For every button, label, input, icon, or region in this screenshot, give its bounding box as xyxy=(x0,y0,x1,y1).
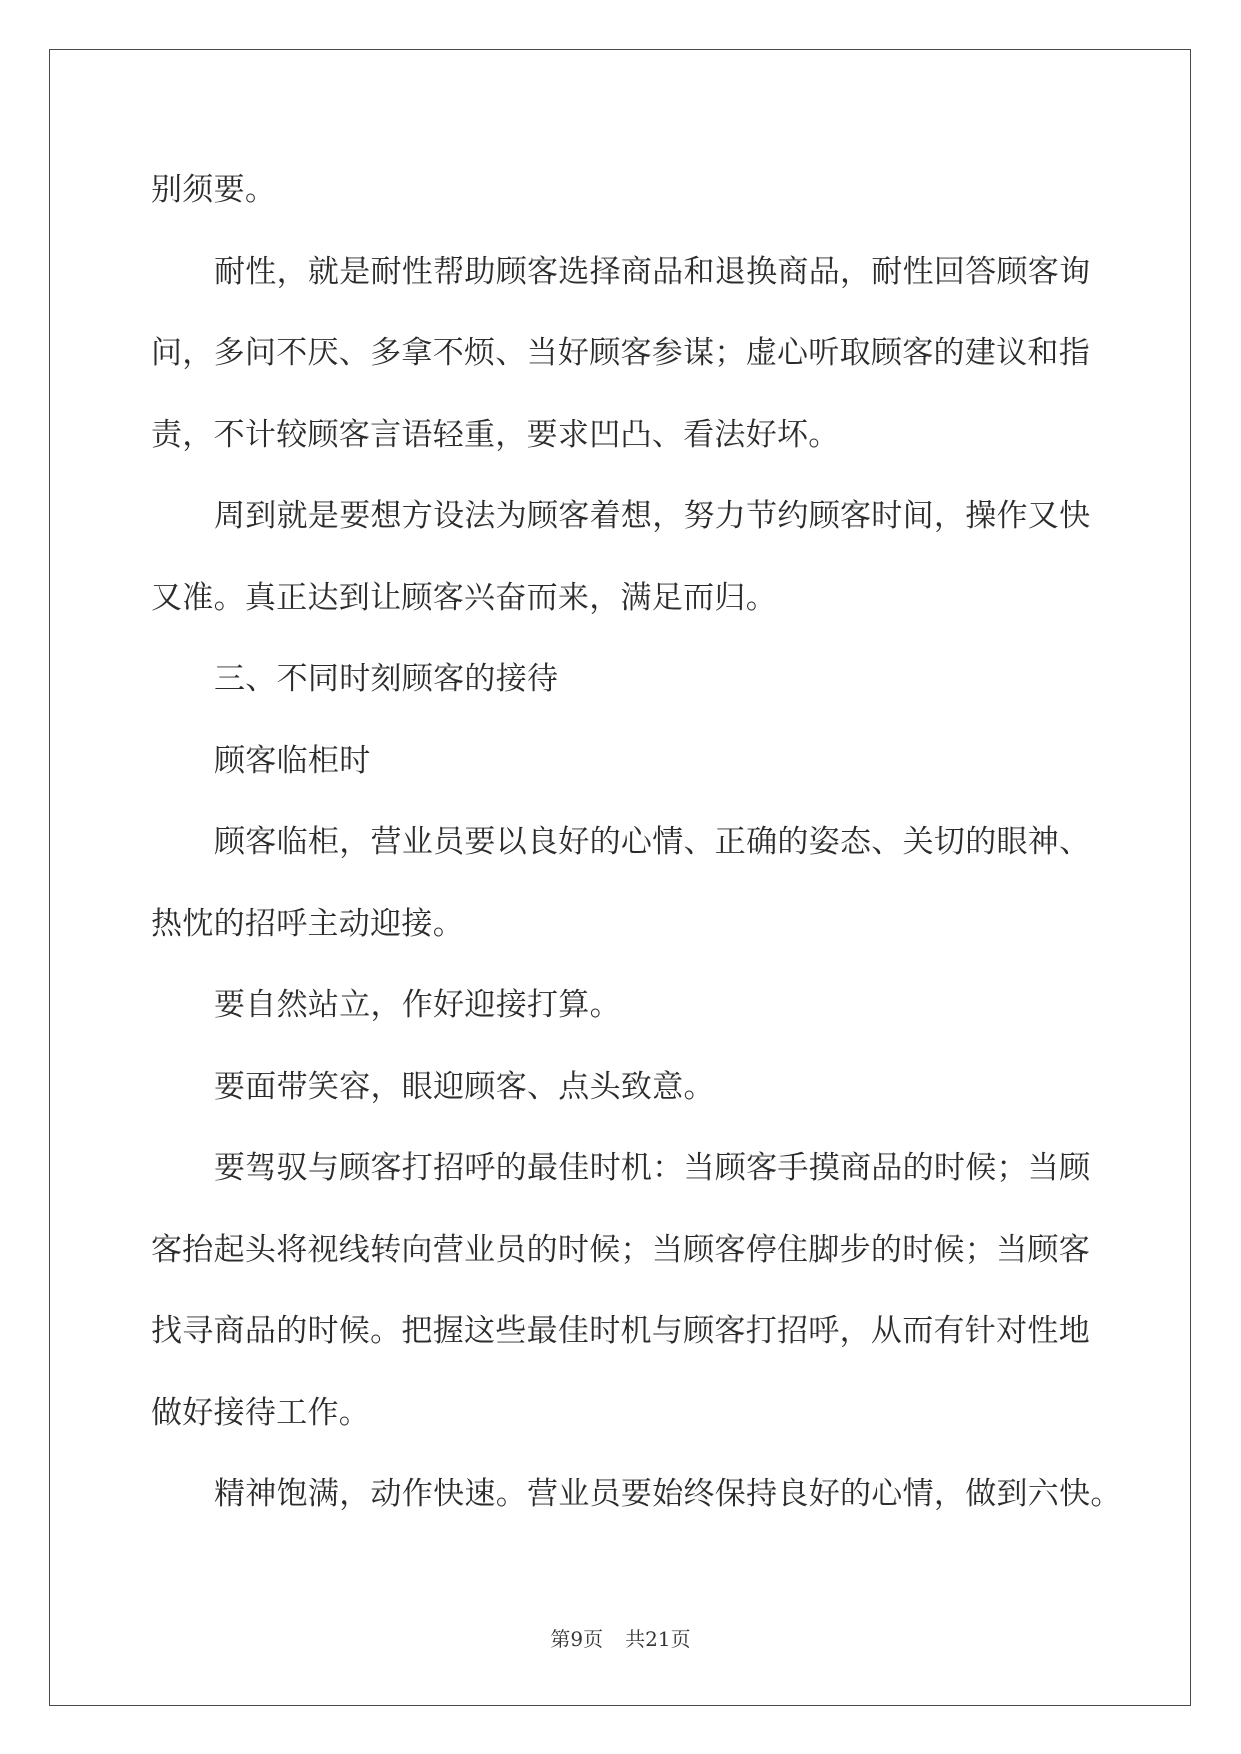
paragraph xyxy=(151,252,1151,497)
body-text xyxy=(151,170,1151,1556)
paragraph-line: 要面带笑容，眼迎顾客、点头致意。 xyxy=(214,1068,715,1105)
paragraph-line: 精神饱满，动作快速。营业员要始终保持良好的心情，做到六快。 xyxy=(214,1476,1122,1512)
paragraph xyxy=(151,496,1151,659)
paragraph-line: 问，多问不厌、多拿不烦、当好顾客参谋；虚心听取顾客的建议和指 xyxy=(151,335,1090,371)
paragraph xyxy=(151,822,1151,985)
paragraph-line: 别须要。 xyxy=(151,172,277,208)
page-total: 共21页 xyxy=(625,1627,691,1651)
subsection-heading xyxy=(151,741,1151,823)
paragraph xyxy=(151,1148,1151,1474)
paragraph-line: 三、不同时刻顾客的接待 xyxy=(214,661,559,697)
paragraph-line: 耐性，就是耐性帮助顾客选择商品和退换商品，耐性回答顾客询 xyxy=(214,253,1091,290)
paragraph-line: 顾客临柜时 xyxy=(214,742,371,779)
section-heading xyxy=(151,659,1151,741)
paragraph-line: 顾客临柜，营业员要以良好的心情、正确的姿态、关切的眼神、 xyxy=(214,824,1091,860)
paragraph xyxy=(151,985,1151,1067)
paragraph-line: 找寻商品的时候。把握这些最佳时机与顾客打招呼，从而有针对性地 xyxy=(151,1313,1090,1349)
paragraph xyxy=(151,1474,1151,1556)
paragraph-line: 客抬起头将视线转向营业员的时候；当顾客停住脚步的时候；当顾客 xyxy=(151,1231,1090,1268)
paragraph xyxy=(151,170,1151,252)
paragraph-line: 责，不计较顾客言语轻重，要求凹凸、看法好坏。 xyxy=(151,416,840,453)
page-footer xyxy=(0,1626,1241,1652)
paragraph-line: 要驾驭与顾客打招呼的最佳时机：当顾客手摸商品的时候；当顾 xyxy=(214,1150,1091,1186)
paragraph-line: 又准。真正达到让顾客兴奋而来，满足而归。 xyxy=(151,579,777,616)
paragraph-line: 做好接待工作。 xyxy=(151,1394,371,1431)
paragraph xyxy=(151,1067,1151,1149)
paragraph-line: 要自然站立，作好迎接打算。 xyxy=(214,987,621,1023)
paragraph-line: 热忱的招呼主动迎接。 xyxy=(151,905,464,942)
paragraph-line: 周到就是要想方设法为顾客着想，努力节约顾客时间，操作又快 xyxy=(214,498,1091,534)
page-number: 第9页 xyxy=(550,1627,604,1651)
